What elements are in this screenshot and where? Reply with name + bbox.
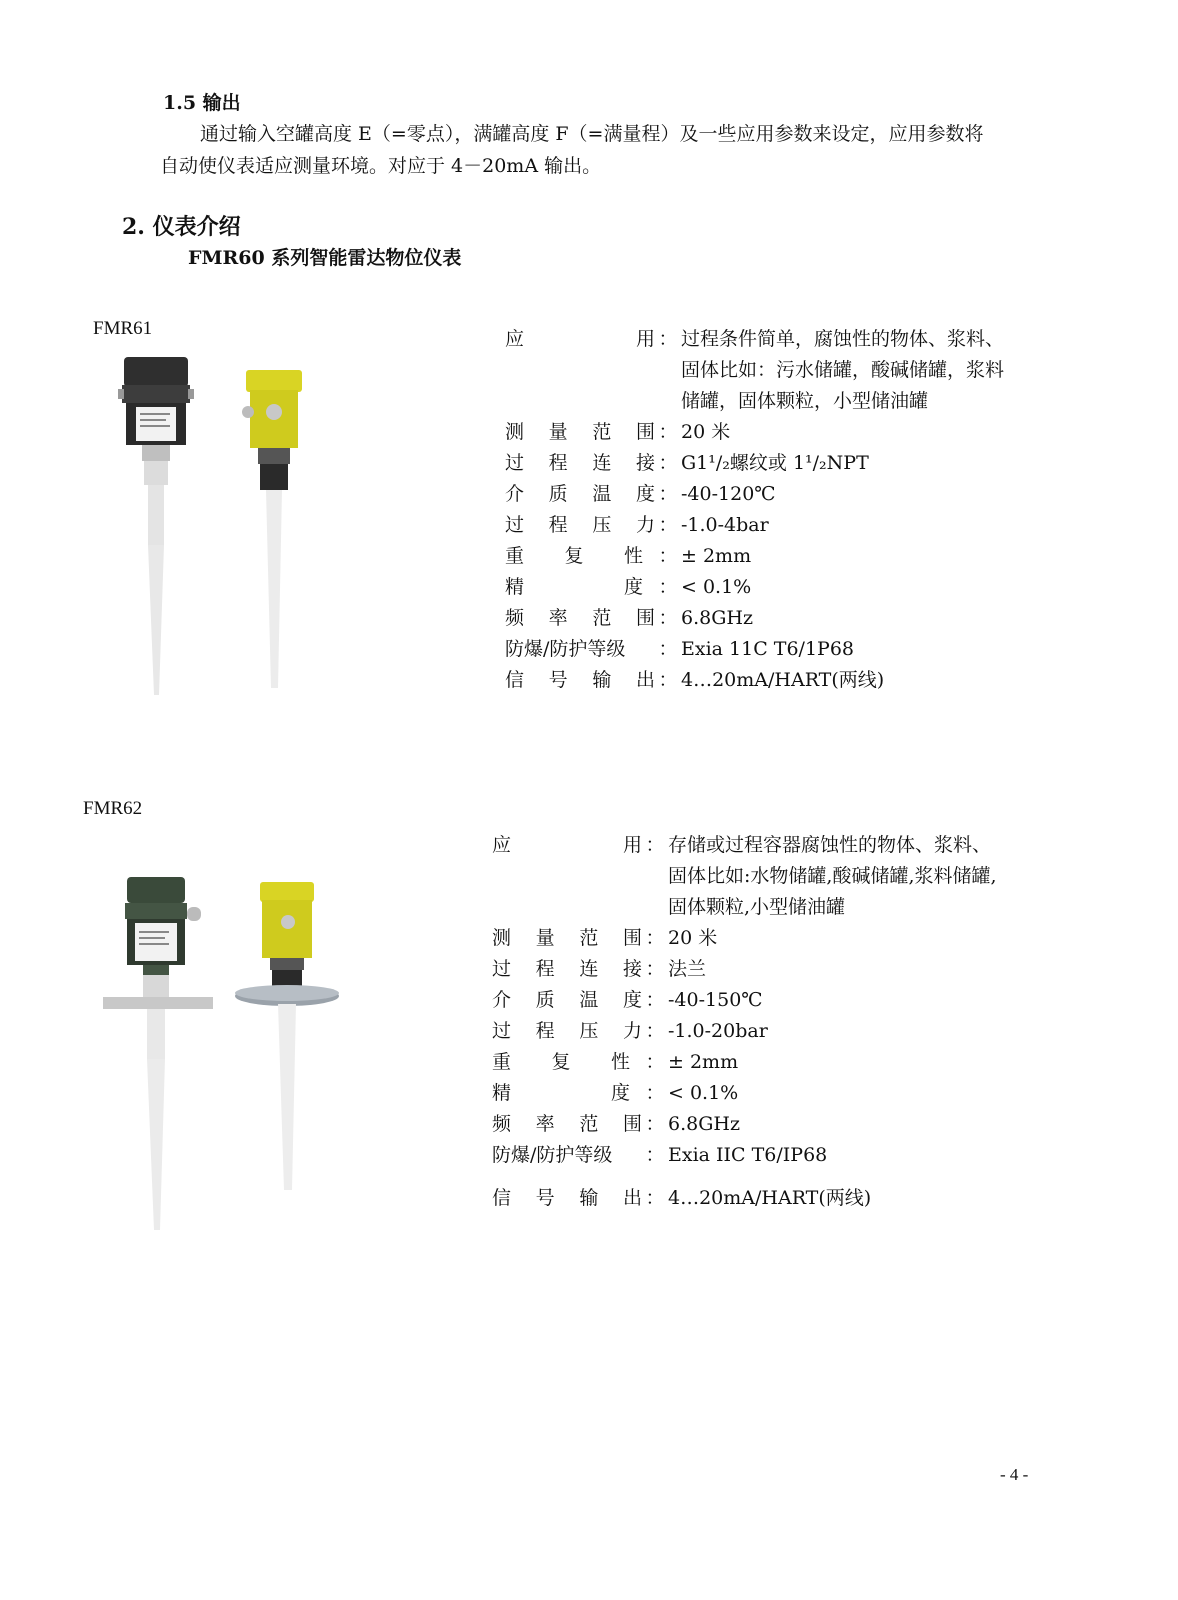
spec-row-application <box>492 830 1013 923</box>
spec-label: 防爆/防护等级 <box>492 1144 613 1166</box>
spec-row <box>505 603 1026 634</box>
fmr62-gray-device-image <box>103 875 215 1235</box>
spec-row <box>505 448 1026 479</box>
spec-value-line: 过程条件简单，腐蚀性的物体、浆料、 <box>681 328 1005 350</box>
spec-value-line: 固体比如：污水储罐，酸碱储罐，浆料 <box>681 359 1005 381</box>
section-2-subtitle: FMR60 系列智能雷达物位仪表 <box>188 247 462 269</box>
paragraph-line: 通过输入空罐高度 E（=零点），满罐高度 F（=满量程）及一些应用参数来设定，应用参数将 <box>200 123 984 145</box>
spec-colon: ： <box>645 989 665 1011</box>
spec-label: 测 量 范 围 <box>505 421 655 443</box>
spec-row <box>505 417 1026 448</box>
spec-value: -40-120℃ <box>681 483 776 505</box>
spec-value-line: 存储或过程容器腐蚀性的物体、浆料、 <box>668 834 992 856</box>
spec-colon: ： <box>658 514 678 536</box>
spec-colon: ： <box>658 607 678 629</box>
spec-label: 过 程 连 接 <box>505 452 655 474</box>
spec-value: -40-150℃ <box>668 989 763 1011</box>
spec-value: < 0.1% <box>681 576 752 598</box>
fmr61-spec-table <box>505 324 1026 696</box>
fmr62-spec-table <box>492 830 1013 1214</box>
spec-label: 过 程 连 接 <box>492 958 642 980</box>
spec-value-line: 固体比如:水物储罐,酸碱储罐,浆料储罐, <box>668 865 997 887</box>
spec-row <box>492 1183 1013 1214</box>
spec-value: -1.0-20bar <box>668 1020 768 1042</box>
spec-value: 法兰 <box>668 958 707 980</box>
spec-value: ± 2mm <box>681 545 752 567</box>
spec-label: 防爆/防护等级 <box>505 638 626 660</box>
spec-colon: ： <box>645 927 665 949</box>
spec-label: 精 度 <box>492 1082 630 1104</box>
spec-label: 重 复 性 <box>505 545 643 567</box>
spec-colon: ： <box>645 1020 665 1042</box>
section-1-5-paragraph <box>160 118 1060 182</box>
spec-row <box>505 634 1026 665</box>
paragraph-line: 自动使仪表适应测量环境。对应于 4－20mA 输出。 <box>160 155 602 177</box>
spec-value: 6.8GHz <box>681 607 753 629</box>
fmr61-label: FMR61 <box>93 318 153 339</box>
spec-row <box>492 1109 1013 1140</box>
spec-value: 20 米 <box>681 421 731 443</box>
spec-value: 4…20mA/HART(两线) <box>681 669 885 691</box>
spec-row <box>492 1078 1013 1109</box>
spec-value: ± 2mm <box>668 1051 739 1073</box>
spec-value <box>681 324 1026 417</box>
spec-value: 20 米 <box>668 927 718 949</box>
spec-colon: ： <box>645 1082 665 1104</box>
spec-row <box>492 1016 1013 1047</box>
spec-row <box>505 510 1026 541</box>
spec-label: 重 复 性 <box>492 1051 630 1073</box>
spec-value: -1.0-4bar <box>681 514 769 536</box>
fmr61-gray-device-image <box>118 355 198 700</box>
spec-colon: ： <box>645 834 665 856</box>
spec-colon: ： <box>645 1051 665 1073</box>
spec-colon: ： <box>658 483 678 505</box>
spec-label: 过 程 压 力 <box>492 1020 642 1042</box>
section-2-title: 2. 仪表介绍 <box>122 214 241 240</box>
spec-colon: ： <box>658 421 678 443</box>
fmr61-yellow-device-image <box>238 368 318 693</box>
spec-label: 测 量 范 围 <box>492 927 642 949</box>
spec-colon: ： <box>658 638 678 660</box>
spec-value-line: 固体颗粒,小型储油罐 <box>668 896 846 918</box>
spec-colon: ： <box>645 1187 665 1209</box>
fmr62-yellow-device-image <box>232 880 344 1195</box>
spec-row <box>492 985 1013 1016</box>
page-number: - 4 - <box>1000 1465 1029 1484</box>
spec-label: 介 质 温 度 <box>492 989 642 1011</box>
spec-colon: ： <box>658 328 678 350</box>
spec-row-application <box>505 324 1026 417</box>
spec-value: 4…20mA/HART(两线) <box>668 1187 872 1209</box>
spec-value: Exia 11C T6/1P68 <box>681 638 854 660</box>
spec-colon: ： <box>658 669 678 691</box>
spec-colon: ： <box>645 1113 665 1135</box>
spec-label: 频 率 范 围 <box>505 607 655 629</box>
spec-value <box>668 830 1013 923</box>
spec-value: 6.8GHz <box>668 1113 740 1135</box>
spec-label: 过 程 压 力 <box>505 514 655 536</box>
spec-colon: ： <box>645 1144 665 1166</box>
spec-label: 应 用 <box>492 834 642 856</box>
spec-row <box>492 1047 1013 1078</box>
spec-label: 信 号 输 出 <box>492 1187 642 1209</box>
spec-label: 信 号 输 出 <box>505 669 655 691</box>
section-1-5-title: 1.5 输出 <box>163 92 241 114</box>
spec-row <box>505 665 1026 696</box>
spec-value: G1¹/₂螺纹或 1¹/₂NPT <box>681 452 869 474</box>
spec-label: 精 度 <box>505 576 643 598</box>
fmr62-label: FMR62 <box>83 798 143 819</box>
spec-row <box>492 954 1013 985</box>
spec-colon: ： <box>658 576 678 598</box>
spec-label: 应 用 <box>505 328 655 350</box>
spec-value: < 0.1% <box>668 1082 739 1104</box>
spec-colon: ： <box>658 545 678 567</box>
spec-row <box>505 572 1026 603</box>
spec-row <box>505 541 1026 572</box>
spec-label: 介 质 温 度 <box>505 483 655 505</box>
spec-label: 频 率 范 围 <box>492 1113 642 1135</box>
spec-row <box>492 1140 1013 1171</box>
spec-value: Exia IIC T6/IP68 <box>668 1144 828 1166</box>
spec-row <box>492 923 1013 954</box>
spec-row <box>505 479 1026 510</box>
spec-colon: ： <box>645 958 665 980</box>
spec-value-line: 储罐，固体颗粒，小型储油罐 <box>681 390 929 412</box>
spec-colon: ： <box>658 452 678 474</box>
